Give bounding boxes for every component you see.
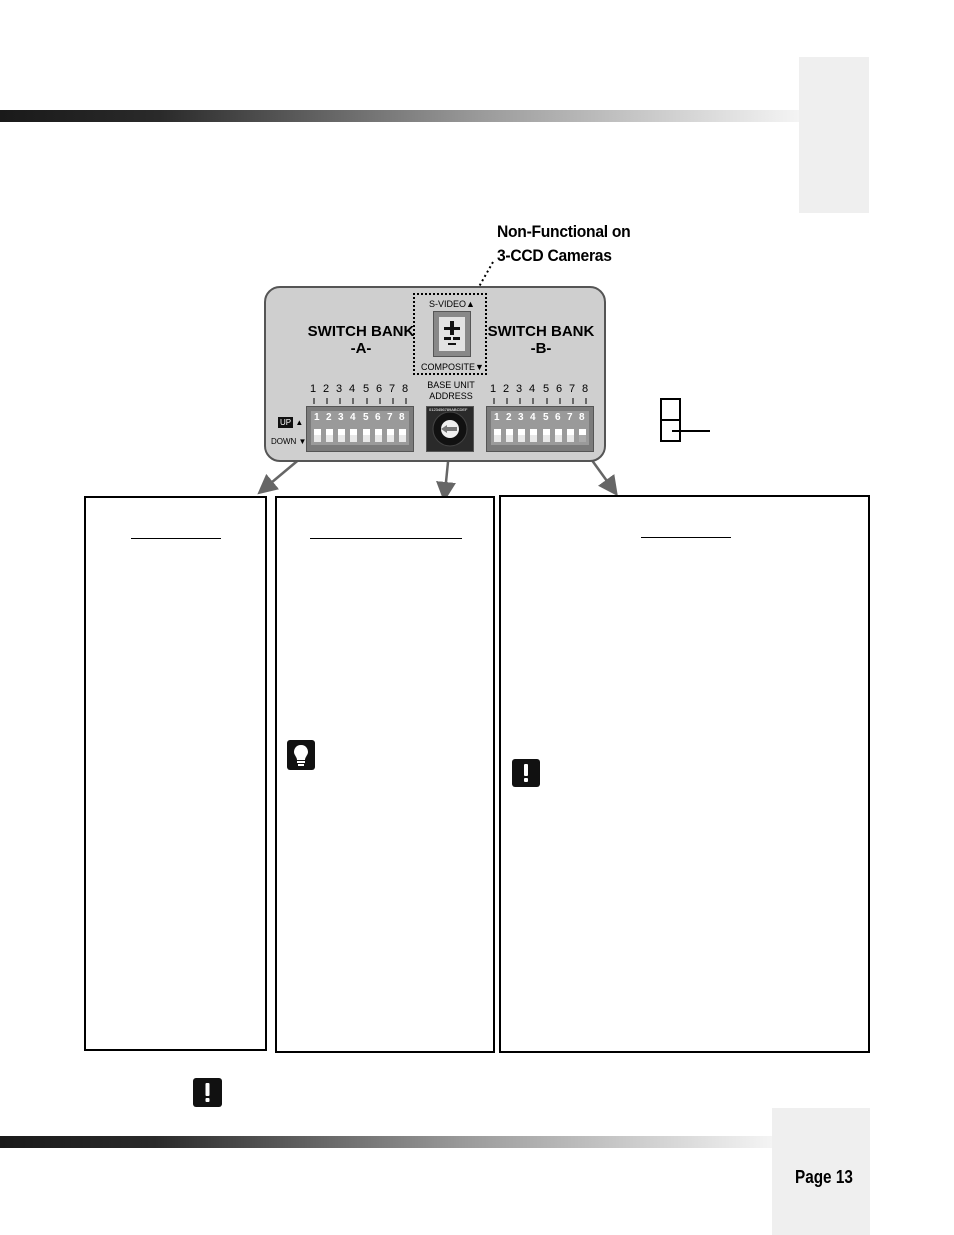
bank-a-description-box <box>84 496 267 1051</box>
base-address-heading-rule <box>310 538 462 539</box>
switch-legend-glyph <box>660 398 712 444</box>
switch-panel: SWITCH BANK -A- SWITCH BANK -B- S-VIDEO▲ COMPOSITE▼ BASE UNIT ADDRESS 0123456789ABCDEF 1 2 3 4 5 6 7 8 1 2 3 4 5 6 7 8 UP ▲ DOWN ▼ 1 2 3 4 5 6 7 8 1 2 3 4 5 6 7 8 <box>264 286 606 462</box>
base-address-description-box <box>275 496 495 1053</box>
warning-exclamation-icon <box>512 759 540 787</box>
dial-digits: 0123456789ABCDEF <box>429 407 468 412</box>
bank-a-heading-rule <box>131 538 221 539</box>
base-unit-address-label: BASE UNIT ADDRESS <box>427 380 475 401</box>
lightbulb-tip-icon <box>287 740 315 770</box>
up-label: UP ▲ <box>280 418 304 427</box>
non-functional-line1: Non-Functional on <box>497 222 631 241</box>
bank-b-heading-rule <box>641 537 731 538</box>
s-video-label: S-VIDEO▲ <box>429 299 475 309</box>
composite-label: COMPOSITE▼ <box>421 362 484 372</box>
dip-switch-bank-a[interactable]: 1 2 3 4 5 6 7 8 <box>306 406 414 452</box>
switch-bank-a-title: SWITCH BANK -A- <box>307 323 415 357</box>
dip-switch-bank-b[interactable]: 1 2 3 4 5 6 7 8 <box>486 406 594 452</box>
switch-bank-b-title: SWITCH BANK -B- <box>487 323 595 357</box>
footer-warning-icon <box>193 1078 222 1107</box>
bank-b-description-box <box>499 495 870 1053</box>
non-functional-line2: 3-CCD Cameras <box>497 246 612 265</box>
page-number: Page 13 <box>795 1167 853 1187</box>
down-label: DOWN ▼ <box>271 437 307 446</box>
